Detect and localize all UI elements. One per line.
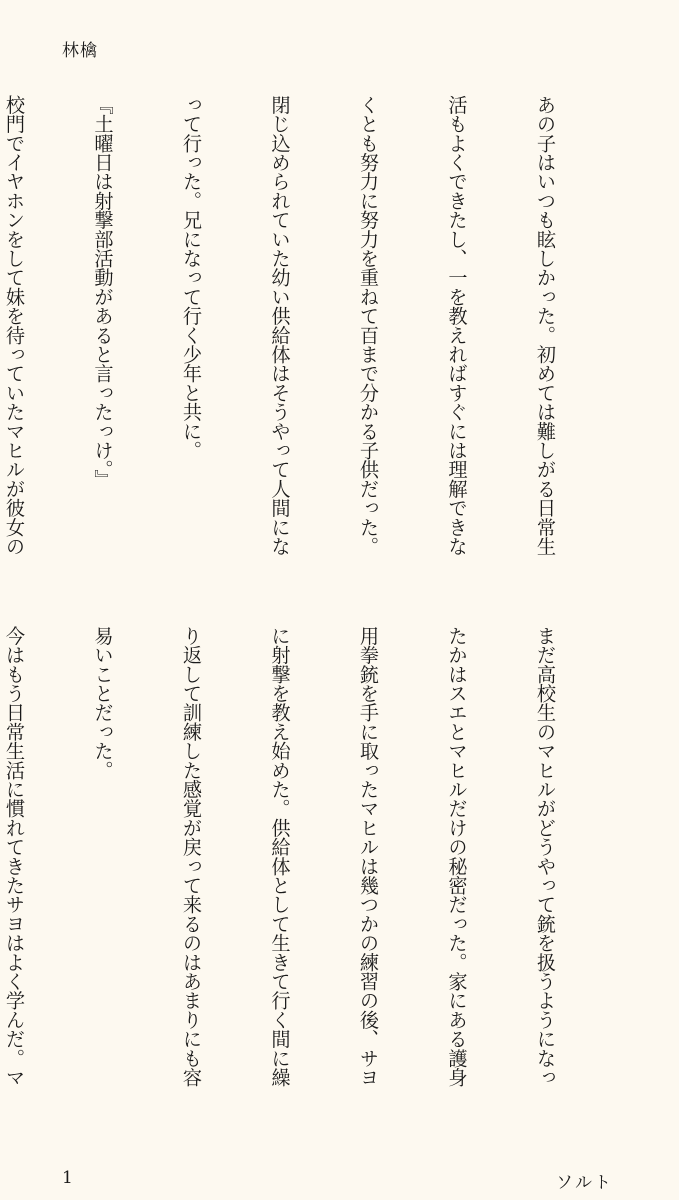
text-column: 『土曜日は射撃部活動があると言ったっけ。』 xyxy=(91,95,115,489)
page-number: 1 xyxy=(62,1168,73,1188)
text-column: 活もよくできたし、一を教えればすぐには理解できな xyxy=(445,95,469,556)
text-column: って行った。兄になって行く少年と共に。 xyxy=(180,95,203,460)
text-column: くとも努力に努力を重ねて百まで分かる子供だった。 xyxy=(357,95,380,556)
text-column: に射撃を教え始めた。供給体として生きて行く間に繰 xyxy=(268,626,292,1087)
text-column: たかはスエとマヒルだけの秘密だった。家にある護身 xyxy=(445,626,469,1087)
text-block-top xyxy=(0,95,619,575)
text-column: 易いことだった。 xyxy=(91,626,115,780)
text-column: 校門でイヤホンをして妹を待っていたマヒルが彼女の xyxy=(3,95,26,556)
text-column: 今はもう日常生活に慣れてきたサヨはよく学んだ。マ xyxy=(3,626,26,1087)
author-name: 林檎 xyxy=(62,41,98,61)
text-block-bottom xyxy=(0,626,619,1106)
text-column: 用拳銃を手に取ったマヒルは幾つかの練習の後、サヨ xyxy=(357,626,380,1087)
text-column: 閉じ込められていた幼い供給体はそうやって人間にな xyxy=(268,95,292,556)
text-column: まだ高校生のマヒルがどうやって銃を扱うようになっ xyxy=(534,626,557,1087)
text-column: り返して訓練した感覚が戻って来るのはあまりにも容 xyxy=(180,626,203,1087)
book-title: ソルト xyxy=(556,1173,613,1193)
text-column: あの子はいつも眩しかった。初めては難しがる日常生 xyxy=(534,95,557,556)
